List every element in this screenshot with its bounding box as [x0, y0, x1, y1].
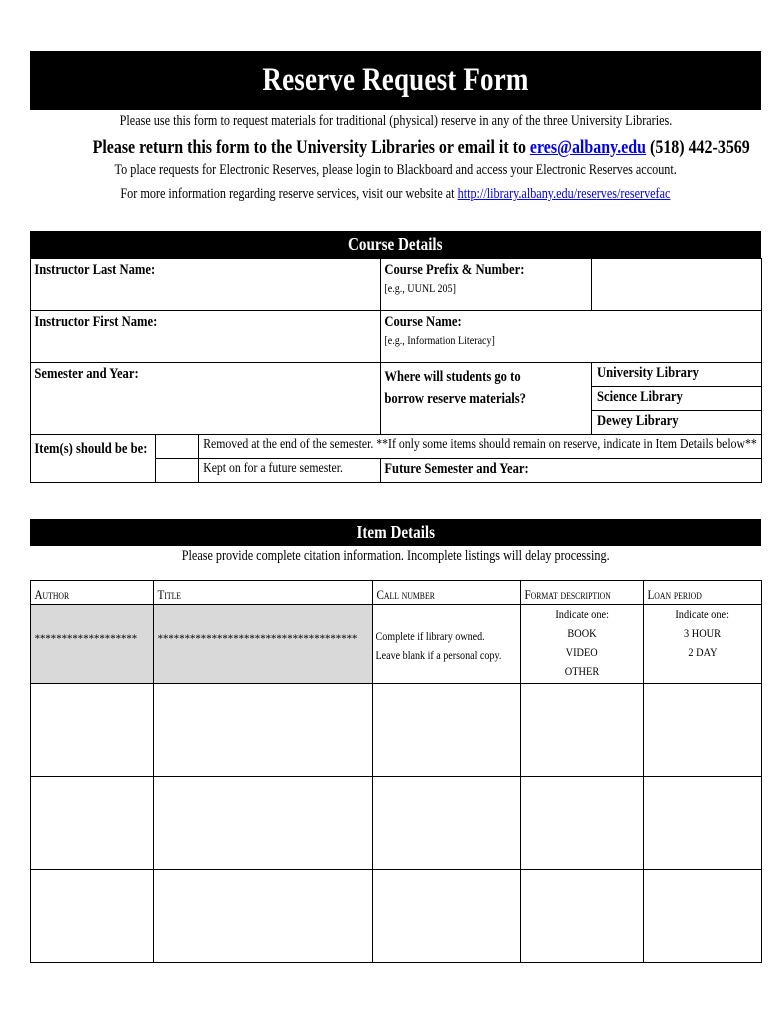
- intro-text: Please use this form to request materials for traditional (physical) reserve in any of the three University Libraries.: [119, 113, 672, 129]
- kept-option: Kept on for a future semester.: [203, 461, 343, 476]
- item-format-field[interactable]: [521, 684, 644, 777]
- course-prefix-label: Course Prefix & Number:: [384, 262, 525, 278]
- email-link[interactable]: eres@albany.edu: [529, 137, 647, 158]
- item-row: [31, 684, 762, 777]
- example-title: *************************************: [157, 631, 358, 645]
- form-title: Reserve Request Form: [262, 62, 529, 98]
- item-author-field[interactable]: [31, 684, 154, 777]
- more-info-text: For more information regarding reserve services, visit our website at http://library.albany.edu/reserves/reservefac: [120, 186, 671, 202]
- kept-checkbox[interactable]: [156, 459, 199, 483]
- option-university-library[interactable]: University Library: [597, 365, 699, 381]
- header-author: Author: [34, 587, 70, 602]
- item-author-field[interactable]: [31, 777, 154, 870]
- course-name-hint: [e.g., Information Literacy]: [384, 333, 495, 347]
- course-details-header: Course Details: [30, 231, 761, 258]
- return-instructions: Please return this form to the University Libraries or email it to eres@albany.edu (518) 442-3569: [92, 137, 750, 158]
- course-prefix-hint: [e.g., UUNL 205]: [384, 281, 456, 295]
- instructor-first-label: Instructor First Name:: [34, 314, 158, 330]
- example-loan: Indicate one: 3 HOUR 2 DAY: [644, 605, 762, 684]
- reserves-website-link[interactable]: http://library.albany.edu/reserves/reservefac: [457, 186, 671, 202]
- borrow-location-label: Where will students go to borrow reserve materials?: [384, 369, 526, 407]
- item-loan-field[interactable]: [644, 777, 762, 870]
- item-call-number-field[interactable]: [373, 777, 521, 870]
- citation-note: Please provide complete citation information. Incomplete listings will delay processing.: [181, 548, 610, 564]
- form-title-bar: [30, 51, 761, 110]
- course-prefix-field[interactable]: [592, 259, 762, 311]
- item-format-field[interactable]: [521, 870, 644, 963]
- item-loan-field[interactable]: [644, 684, 762, 777]
- item-details-table: [30, 580, 762, 963]
- header-title: Title: [157, 587, 182, 602]
- item-row: [31, 870, 762, 963]
- course-name-label: Course Name:: [384, 314, 462, 330]
- electronic-reserves-text: To place requests for Electronic Reserves, please login to Blackboard and access your Electronic Reserves account.: [114, 162, 677, 178]
- course-details-table: [30, 258, 762, 483]
- example-author: *******************: [34, 631, 138, 645]
- item-details-header: Item Details: [30, 519, 761, 546]
- instructor-last-label: Instructor Last Name:: [34, 262, 156, 278]
- header-format: Format description: [524, 587, 611, 602]
- semester-label: Semester and Year:: [34, 366, 139, 382]
- item-loan-field[interactable]: [644, 870, 762, 963]
- example-row: [31, 605, 762, 684]
- item-title-field[interactable]: [154, 684, 373, 777]
- instructor-last-field[interactable]: [160, 260, 380, 310]
- removed-option: Removed at the end of the semester. **If only some items should remain on reserve, indicate in Item Details below**: [203, 437, 757, 452]
- future-semester-label: Future Semester and Year:: [384, 461, 529, 477]
- item-call-number-field[interactable]: [373, 684, 521, 777]
- item-author-field[interactable]: [31, 870, 154, 963]
- option-science-library[interactable]: Science Library: [597, 389, 683, 405]
- item-title-field[interactable]: [154, 777, 373, 870]
- item-call-number-field[interactable]: [373, 870, 521, 963]
- item-header-row: [31, 581, 762, 605]
- option-dewey-library[interactable]: Dewey Library: [597, 413, 679, 429]
- example-format: Indicate one: BOOK VIDEO OTHER: [521, 605, 644, 684]
- removed-checkbox[interactable]: [156, 435, 199, 459]
- example-call-number: Complete if library owned. Leave blank if a personal copy.: [375, 629, 502, 662]
- item-title-field[interactable]: [154, 870, 373, 963]
- item-format-field[interactable]: [521, 777, 644, 870]
- items-label: Item(s) should be be:: [34, 441, 148, 457]
- header-call-number: Call number: [376, 587, 435, 602]
- item-row: [31, 777, 762, 870]
- header-loan-period: Loan period: [647, 587, 702, 602]
